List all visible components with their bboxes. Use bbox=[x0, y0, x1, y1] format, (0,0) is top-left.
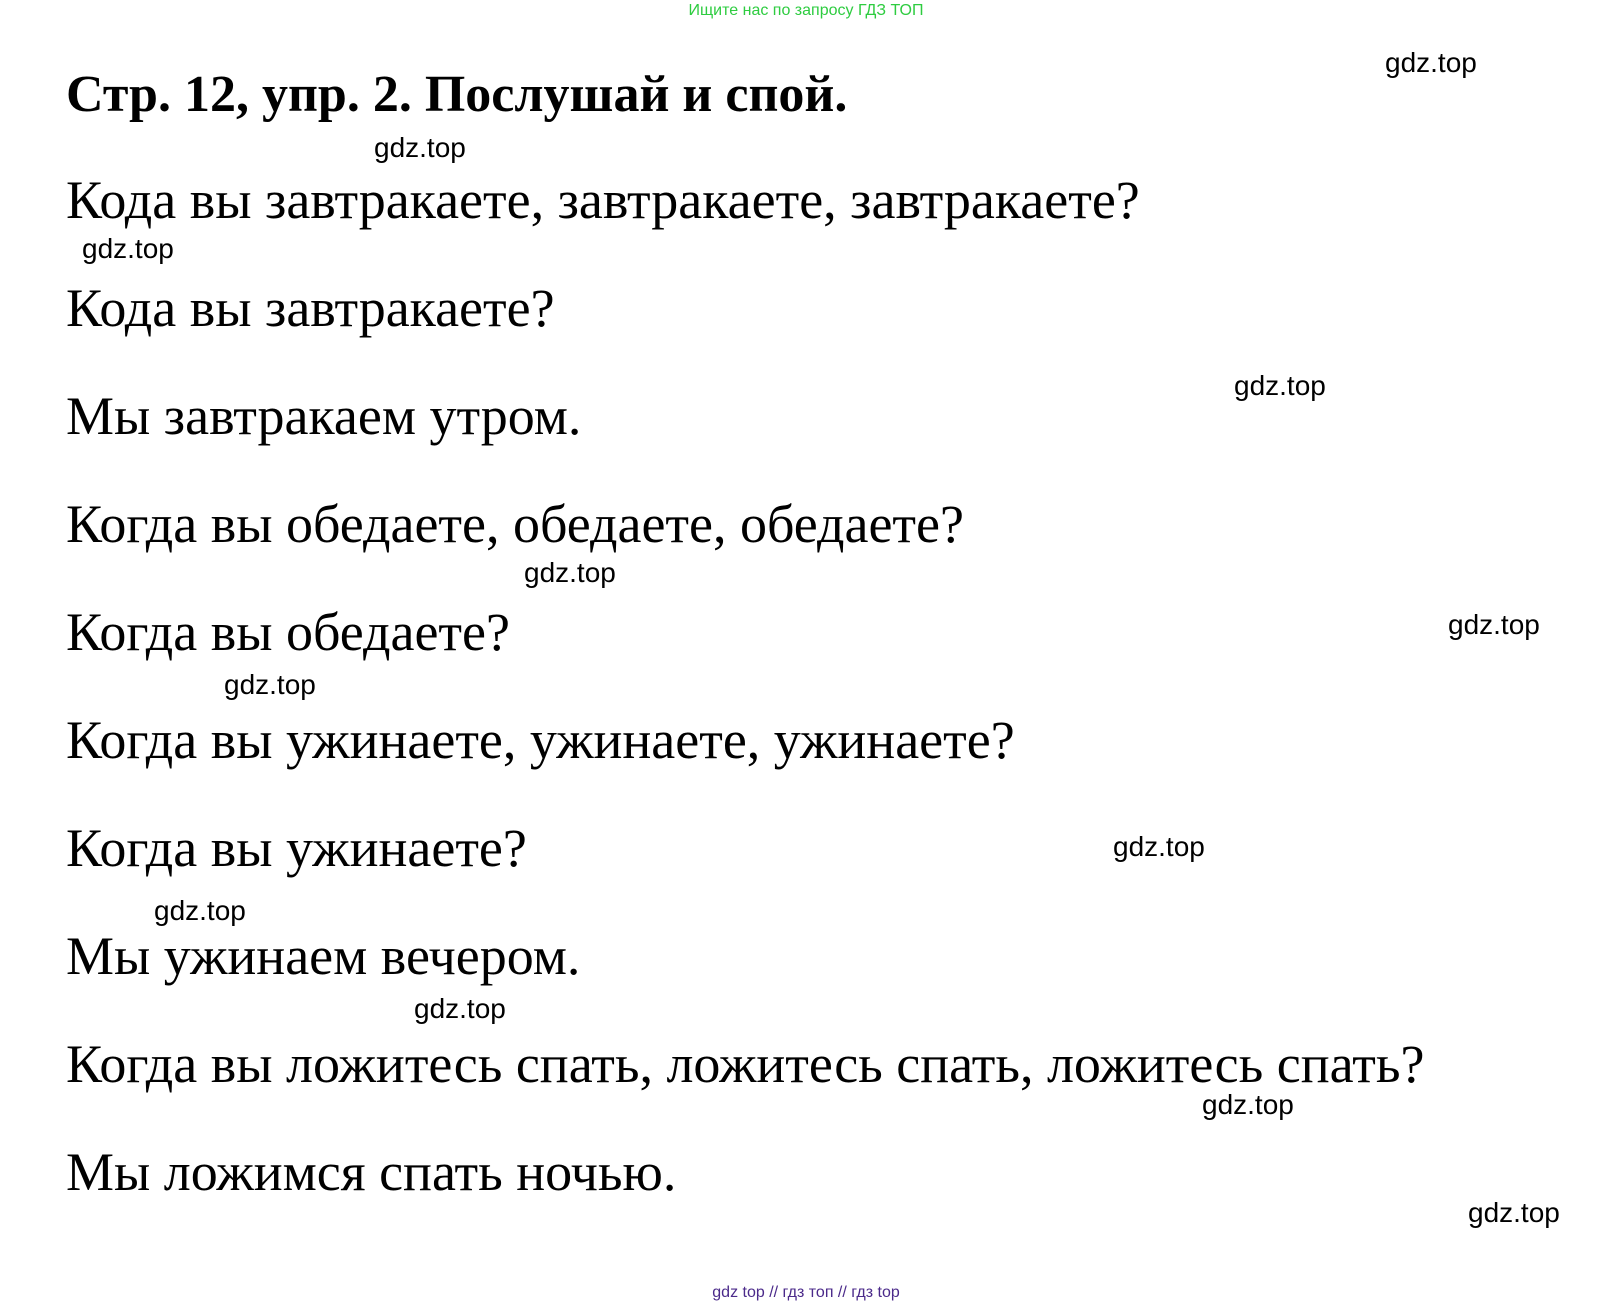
song-line-1: Кода вы завтракаете, завтракаете, завтракаете? bbox=[66, 170, 1140, 230]
song-line-5: Когда вы обедаете? bbox=[66, 602, 510, 662]
watermark: gdz.top bbox=[1385, 47, 1477, 78]
watermark: gdz.top bbox=[414, 993, 506, 1024]
search-banner: Ищите нас по запросу ГДЗ ТОП bbox=[688, 2, 924, 19]
song-line-4: Когда вы обедаете, обедаете, обедаете? bbox=[66, 494, 964, 554]
watermark: gdz.top bbox=[1113, 831, 1205, 862]
watermark: gdz.top bbox=[1202, 1089, 1294, 1120]
song-line-6: Когда вы ужинаете, ужинаете, ужинаете? bbox=[66, 710, 1015, 770]
watermark: gdz.top bbox=[374, 132, 466, 163]
footer-links: gdz top // гдз топ // гдз top bbox=[712, 1284, 900, 1301]
song-line-10: Мы ложимся спать ночью. bbox=[66, 1142, 677, 1202]
song-line-9: Когда вы ложитесь спать, ложитесь спать, ложитесь спать? bbox=[66, 1034, 1425, 1094]
watermark: gdz.top bbox=[1448, 609, 1540, 640]
watermark: gdz.top bbox=[1468, 1197, 1560, 1228]
song-line-8: Мы ужинаем вечером. bbox=[66, 926, 581, 986]
watermark: gdz.top bbox=[524, 557, 616, 588]
song-line-7: Когда вы ужинаете? bbox=[66, 818, 527, 878]
watermark: gdz.top bbox=[154, 895, 246, 926]
watermark: gdz.top bbox=[224, 669, 316, 700]
watermark: gdz.top bbox=[1234, 370, 1326, 401]
watermark: gdz.top bbox=[82, 233, 174, 264]
page-title: Стр. 12, упр. 2. Послушай и спой. bbox=[66, 66, 848, 123]
song-line-3: Мы завтракаем утром. bbox=[66, 386, 582, 446]
song-line-2: Кода вы завтракаете? bbox=[66, 278, 555, 338]
